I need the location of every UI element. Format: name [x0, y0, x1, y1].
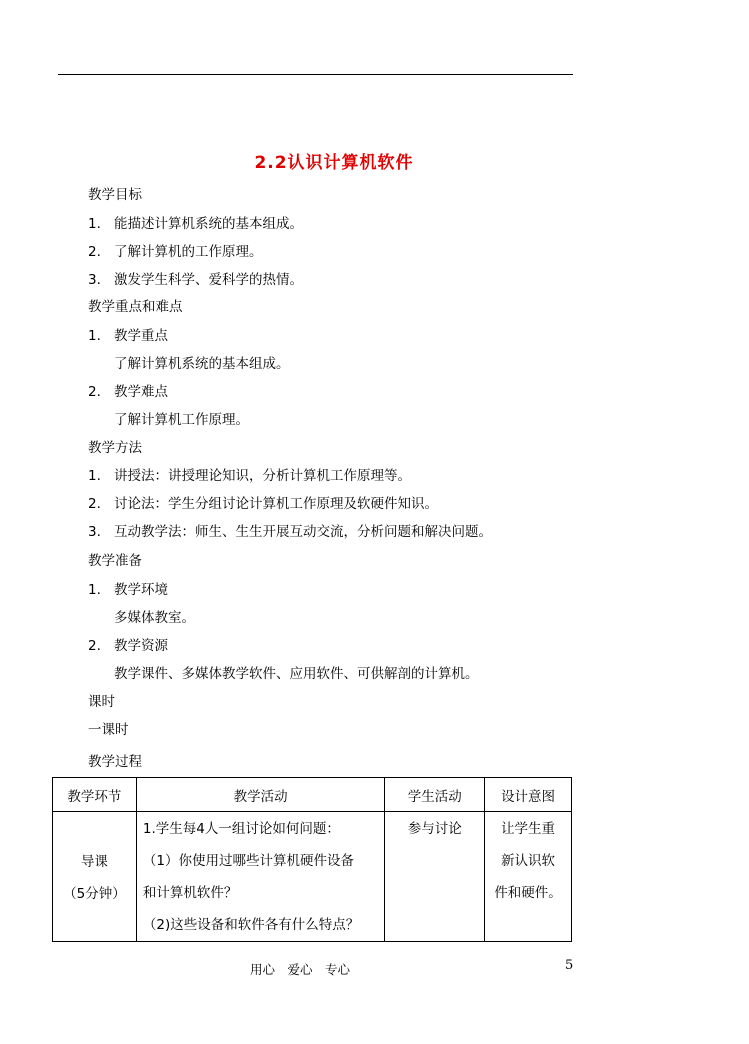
- table-header-cell: 学生活动: [385, 778, 485, 812]
- activity-line: （2)这些设备和软件各有什么特点？: [142, 917, 360, 933]
- page-number: 5: [565, 958, 574, 973]
- method-text: 讨论法：学生分组讨论计算机工作原理及软硬件知识。: [114, 496, 438, 512]
- activity-cell: [136, 812, 384, 942]
- table-row: [53, 812, 572, 942]
- process-table: [52, 777, 572, 942]
- prep-num: 2.: [88, 638, 101, 654]
- hours-heading: 课时: [88, 694, 115, 710]
- keypoint-num: 2.: [88, 384, 101, 400]
- activity-line: （1）你使用过哪些计算机硬件设备: [142, 853, 354, 869]
- footer-motto: 用心 爱心 专心: [250, 962, 351, 977]
- keypoint-text: 了解计算机系统的基本组成。: [114, 356, 290, 372]
- keypoint-text: 了解计算机工作原理。: [114, 412, 249, 428]
- table-header-cell: 教学环节: [53, 778, 137, 812]
- hours-text: 一课时: [88, 722, 129, 738]
- prep-text: 多媒体教室。: [114, 610, 195, 626]
- goal-text: 了解计算机的工作原理。: [114, 244, 263, 260]
- intent-line: 让学生重: [501, 821, 556, 837]
- table-header-row: [53, 778, 572, 812]
- prep-text: 教学课件、多媒体教学软件、应用软件、可供解剖的计算机。: [114, 666, 479, 682]
- method-num: 2.: [88, 496, 101, 512]
- table-header-cell: 教学活动: [136, 778, 384, 812]
- prep-heading: 教学准备: [88, 553, 142, 569]
- prep-label: 教学环境: [114, 582, 168, 598]
- goal-item: [88, 215, 303, 233]
- stage-line: （5分钟）: [63, 886, 126, 902]
- goal-text: 能描述计算机系统的基本组成。: [114, 216, 303, 232]
- prep-item: [88, 637, 168, 655]
- method-item: [88, 523, 492, 541]
- prep-label: 教学资源: [114, 638, 168, 654]
- goal-item: [88, 271, 303, 289]
- activity-line: 和计算机软件？: [142, 885, 238, 901]
- keypoint-label: 教学重点: [114, 328, 168, 344]
- activity-line: 1.学生每4人一组讨论如何问题：: [142, 821, 340, 837]
- keypoint-item: [88, 327, 168, 345]
- header-rule: [58, 74, 573, 75]
- keypoint-num: 1.: [88, 328, 101, 344]
- keypoints-heading: 教学重点和难点: [88, 299, 183, 315]
- method-text: 互动教学法：师生、生生开展互动交流，分析问题和解决问题。: [114, 524, 492, 540]
- method-item: [88, 467, 411, 485]
- method-num: 3.: [88, 524, 101, 540]
- intent-cell: [485, 812, 572, 942]
- student-activity: 参与讨论: [407, 821, 462, 837]
- keypoint-item: [88, 383, 168, 401]
- stage-line: 导课: [80, 854, 108, 870]
- goals-heading: 教学目标: [88, 187, 142, 203]
- goal-num: 3.: [88, 272, 101, 288]
- goal-num: 1.: [88, 216, 101, 232]
- methods-heading: 教学方法: [88, 440, 142, 456]
- method-item: [88, 495, 438, 513]
- goal-item: [88, 243, 263, 261]
- goal-num: 2.: [88, 244, 101, 260]
- student-cell: [385, 812, 485, 942]
- goal-text: 激发学生科学、爱科学的热情。: [114, 272, 303, 288]
- prep-num: 1.: [88, 582, 101, 598]
- table-header-cell: 设计意图: [485, 778, 572, 812]
- intent-line: 新认识软: [501, 853, 556, 869]
- process-heading: 教学过程: [88, 754, 142, 770]
- prep-item: [88, 581, 168, 599]
- keypoint-label: 教学难点: [114, 384, 168, 400]
- page-title: 2.2认识计算机软件: [254, 153, 414, 173]
- stage-cell: [53, 812, 137, 942]
- method-text: 讲授法：讲授理论知识，分析计算机工作原理等。: [114, 468, 411, 484]
- intent-line: 件和硬件。: [494, 885, 562, 901]
- method-num: 1.: [88, 468, 101, 484]
